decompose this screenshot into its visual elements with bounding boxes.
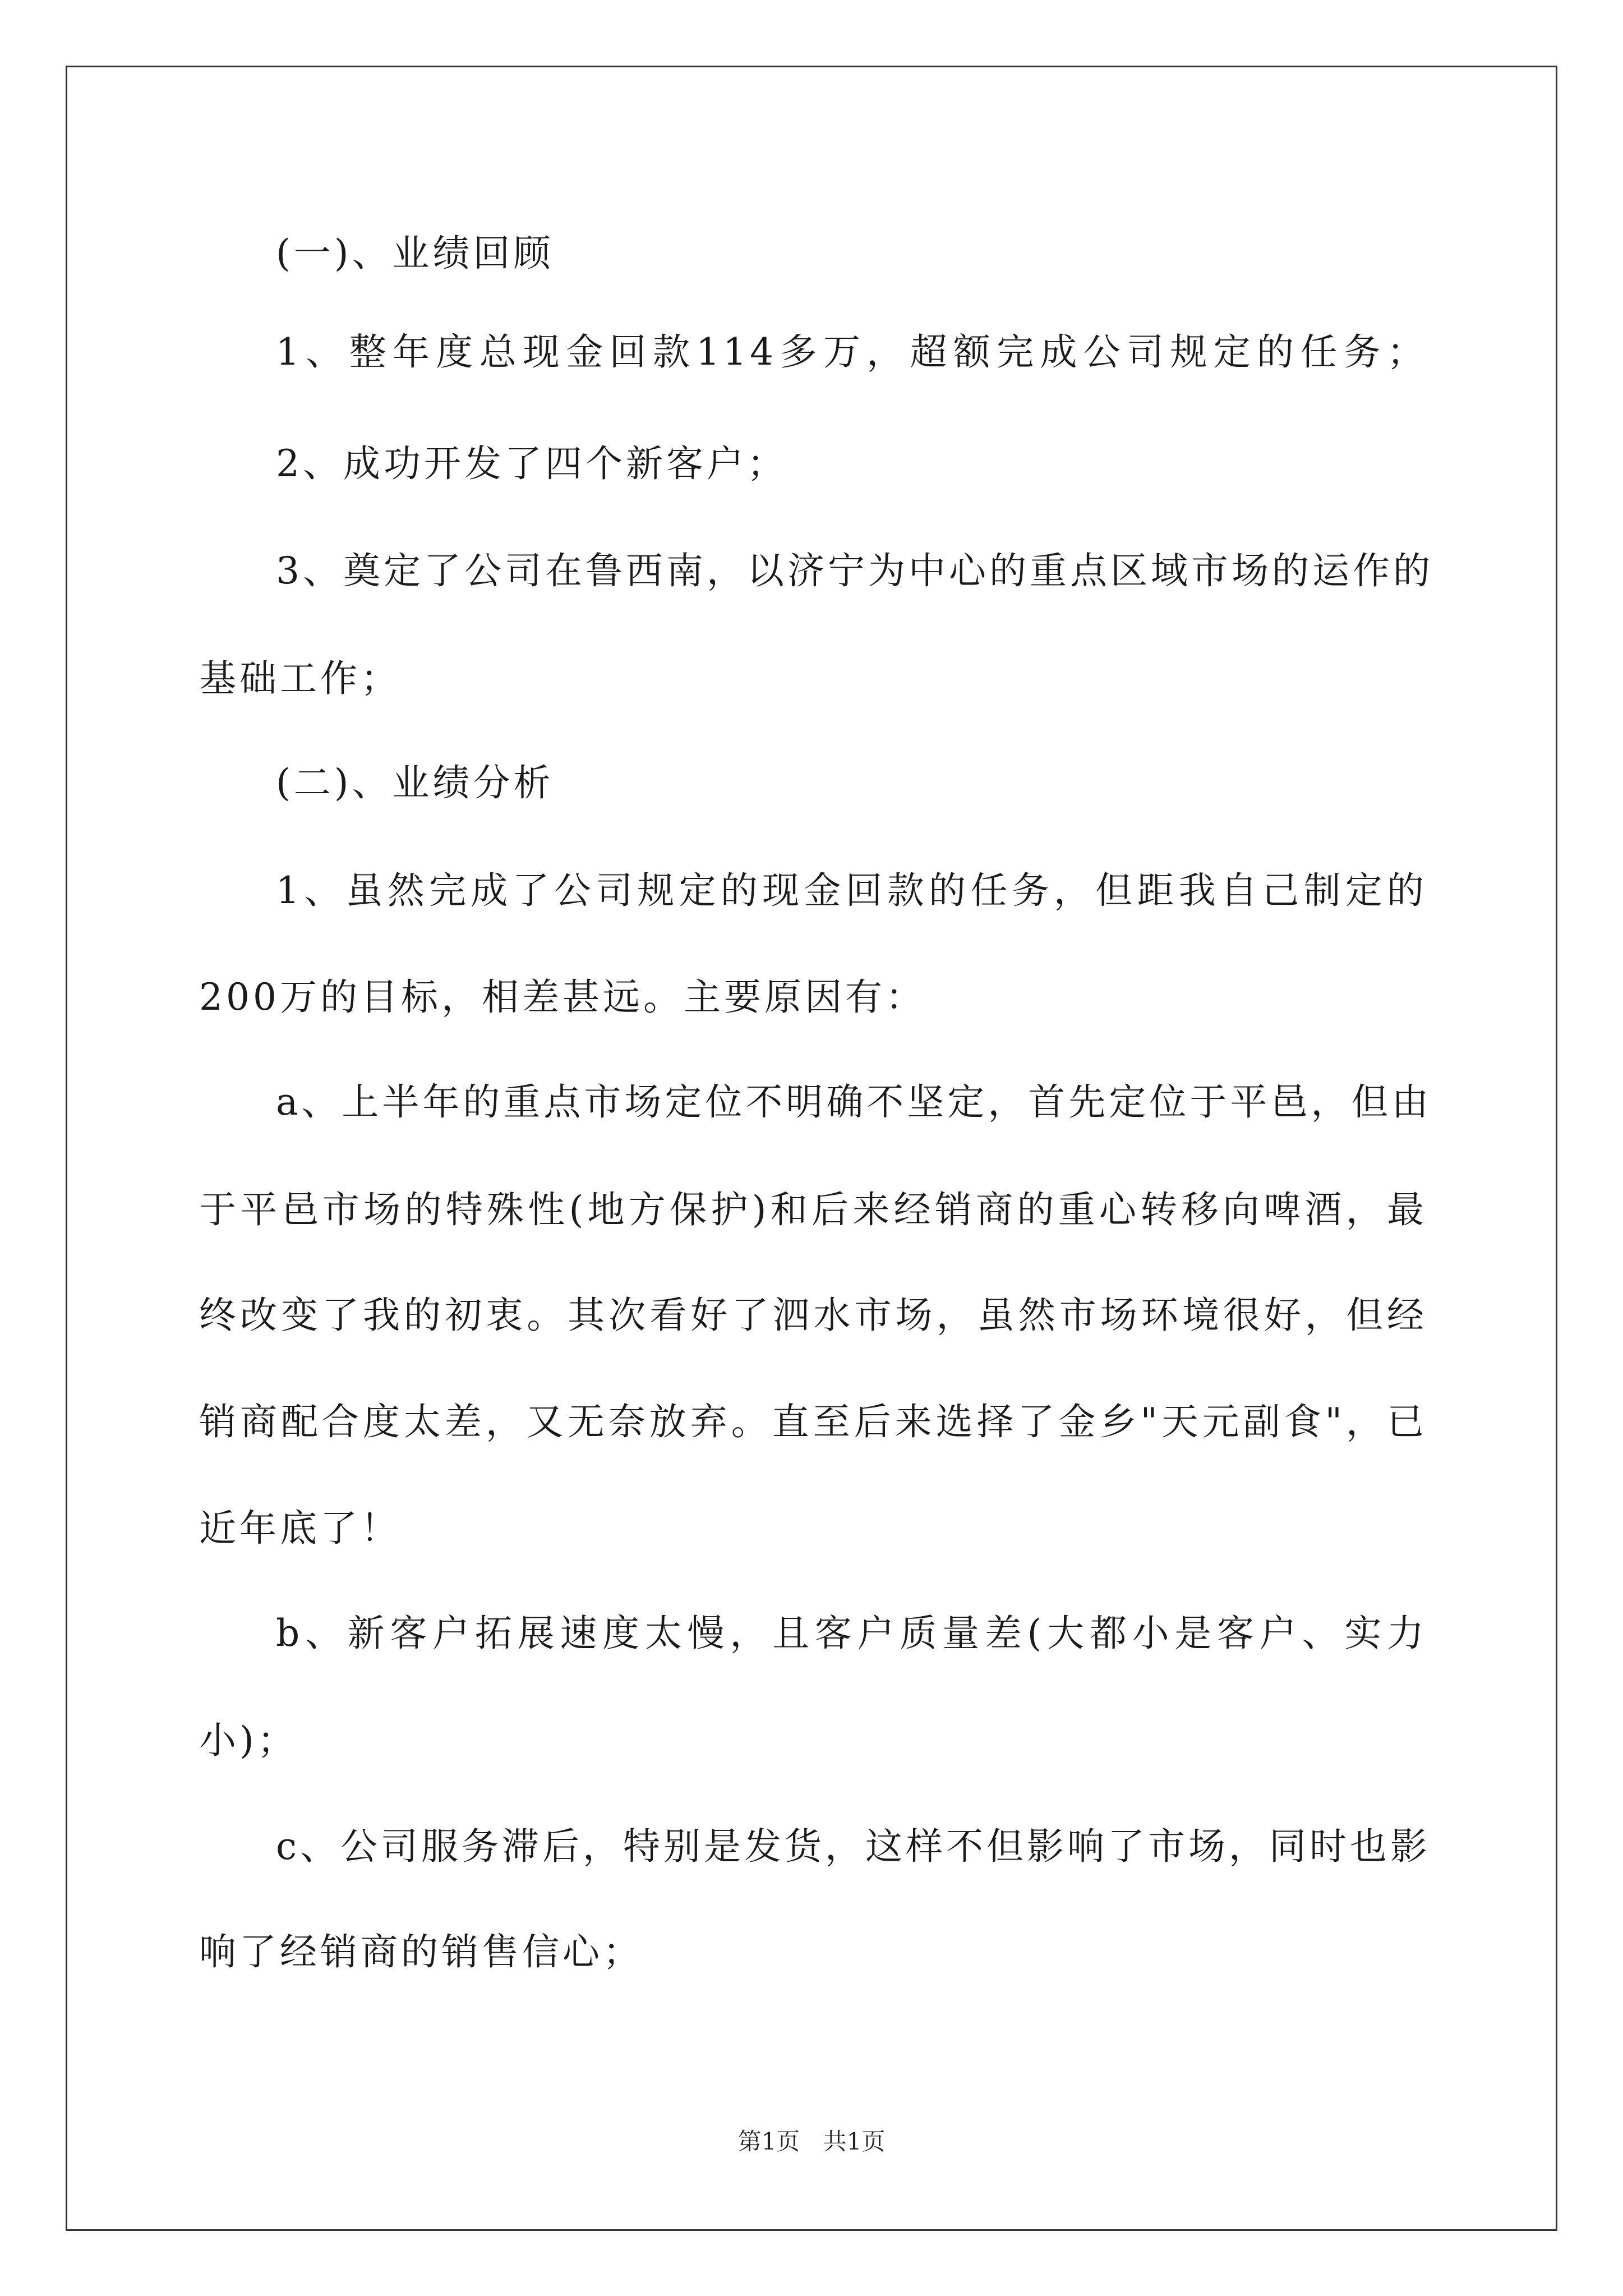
paragraph-line: 2、成功开发了四个新客户； [276, 442, 787, 485]
page-footer [0, 2126, 1623, 2157]
paragraph-line: 3、奠定了公司在鲁西南，以济宁为中心的重点区域市场的运作的 [276, 549, 1433, 592]
paragraph-line: 1、虽然完成了公司规定的现金回款的任务，但距我自己制定的 [276, 869, 1427, 912]
paragraph-line: 基础工作； [199, 657, 401, 700]
page-number-current: 第1页 [737, 2128, 800, 2155]
page-number-total: 共1页 [823, 2128, 886, 2155]
paragraph-line: b、新客户拓展速度太慢，且客户质量差(大都小是客户、实力 [276, 1612, 1427, 1655]
paragraph-line: c、公司服务滞后，特别是发货，这样不但影响了市场，同时也影 [276, 1825, 1431, 1868]
paragraph-line: 200万的目标，相差甚远。主要原因有： [199, 976, 926, 1019]
paragraph-line: 小)； [199, 1719, 298, 1762]
section-heading-analysis: (二)、业绩分析 [276, 761, 554, 804]
paragraph-line: 终改变了我的初衷。其次看好了泗水市场，虽然市场环境很好，但经 [199, 1294, 1427, 1337]
paragraph-line: 于平邑市场的特殊性(地方保护)和后来经销商的重心转移向啤酒，最 [199, 1188, 1427, 1231]
paragraph-line: 近年底了！ [199, 1507, 401, 1550]
paragraph-line: a、上半年的重点市场定位不明确不坚定，首先定位于平邑，但由 [276, 1080, 1432, 1124]
page-border [66, 66, 1557, 2231]
section-heading-review: (一)、业绩回顾 [276, 232, 554, 275]
paragraph-line: 响了经销商的销售信心； [199, 1930, 643, 1973]
paragraph-line: 销商配合度太差，又无奈放弃。直至后来选择了金乡"天元副食"，已 [199, 1400, 1427, 1443]
paragraph-line: 1、整年度总现金回款114多万，超额完成公司规定的任务； [276, 330, 1427, 374]
